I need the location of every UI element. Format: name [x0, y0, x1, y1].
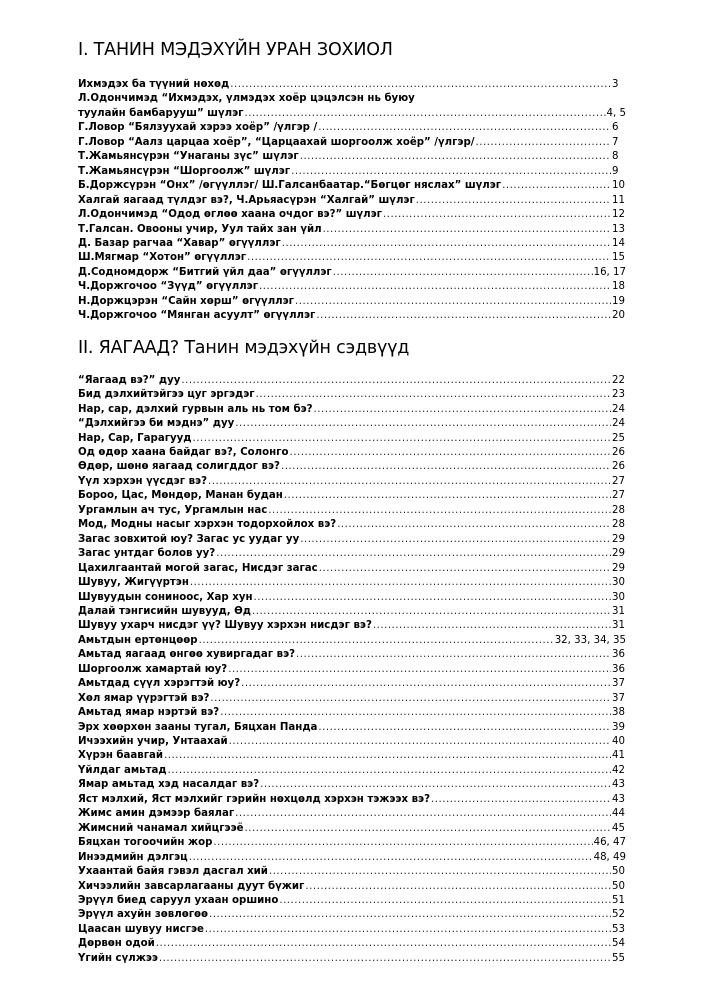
toc-entry-page: 39 [612, 721, 625, 733]
toc-entry-page: 15 [612, 252, 625, 264]
toc-entry-title: Загас зовхитой юу? Загас ус уудаг уу [78, 533, 300, 545]
dot-leader [290, 446, 612, 460]
dot-leader [164, 749, 611, 763]
toc-entry-page: 32, 33, 34, 35 [554, 634, 626, 646]
toc-entry-page: 25 [612, 432, 625, 444]
toc-entry [78, 417, 626, 431]
dot-leader [282, 237, 611, 251]
dot-leader [383, 208, 611, 222]
dot-leader [259, 280, 611, 294]
dot-leader [269, 865, 611, 879]
toc-entry-title: Т.Жамьянсүрэн “Шоргоолж” шүлэг [78, 165, 291, 177]
toc-entry [78, 648, 626, 662]
toc-entry [78, 518, 626, 532]
toc-entry [78, 735, 626, 749]
toc-entry-title: Г.Ловор “Аалз царцаа хоёр”, “Царцаахай шоргоолж хоёр” /үлгэр/ [78, 136, 475, 148]
toc-entry-title: Жимс амин дэмээр баялаг [78, 808, 235, 820]
section-1-list [78, 78, 626, 324]
toc-entry [78, 251, 626, 265]
toc-entry [78, 280, 626, 294]
toc-entry-title: Бяцхан тогоочийн жор [78, 837, 213, 849]
toc-entry-page: 19 [612, 295, 625, 307]
toc-entry-title: Дөрвөн одой [78, 938, 155, 950]
dot-leader [333, 266, 593, 280]
toc-entry-title: Ш.Мягмар “Хотон” өгүүллэг [78, 252, 247, 264]
toc-entry [78, 266, 626, 280]
toc-entry [78, 92, 626, 106]
toc-entry-title: Эрүүл биед саруул ухаан оршино [78, 895, 279, 907]
dot-leader [245, 822, 611, 836]
toc-entry [78, 793, 626, 807]
dot-leader [209, 908, 611, 922]
toc-entry [78, 663, 626, 677]
toc-entry-page: 9 [612, 165, 619, 177]
toc-entry-page: 7 [612, 136, 619, 148]
toc-entry-title: Хөл ямар үүрэгтэй вэ? [78, 692, 210, 704]
toc-entry-page: 52 [612, 909, 625, 921]
toc-entry-title: Л.Одончимэд “Одод өглөө хаана очдог вэ?” шүлэг [78, 209, 383, 221]
toc-entry-page: 13 [612, 223, 625, 235]
toc-entry-page: 31 [612, 620, 625, 632]
toc-entry-title: Л.Одончимэд “Ихмэдэх, үлмэдэх хоёр цэцэлсэн нь буюу [78, 93, 415, 105]
toc-entry [78, 749, 626, 763]
toc-entry-title: Д. Базар рагчаа “Хавар” өгүүллэг [78, 237, 281, 249]
dot-leader [235, 807, 611, 821]
toc-entry [78, 194, 626, 208]
toc-entry-page: 55 [612, 952, 625, 964]
dot-leader [256, 388, 611, 402]
dot-leader [181, 374, 611, 388]
dot-leader [416, 194, 611, 208]
toc-entry [78, 403, 626, 417]
dot-leader [296, 648, 611, 662]
dot-leader [502, 179, 611, 193]
toc-entry-page: 31 [612, 605, 625, 617]
toc-entry [78, 388, 626, 402]
toc-entry-page: 43 [612, 779, 625, 791]
toc-entry [78, 634, 626, 648]
dot-leader [318, 721, 611, 735]
toc-entry [78, 937, 626, 951]
toc-entry-page: 27 [612, 475, 625, 487]
dot-leader [323, 223, 611, 237]
toc-entry-title: туулайн бамбарууш” шүлэг [78, 107, 244, 119]
toc-entry-title: Д.Содномдорж “Битгий үйл даа” өгүүллэг [78, 266, 332, 278]
toc-entry-title: “Дэлхийгээ би мэднэ” дуу [78, 418, 235, 430]
dot-leader [229, 735, 611, 749]
toc-entry-title: Эрүүл ахуйн зөвлөгөө [78, 909, 209, 921]
toc-entry-page: 4, 5 [606, 107, 626, 119]
toc-entry [78, 446, 626, 460]
toc-entry [78, 547, 626, 561]
toc-entry [78, 591, 626, 605]
toc-entry-page: 43 [612, 793, 625, 805]
toc-entry-page: 23 [612, 389, 625, 401]
toc-entry-page: 44 [612, 808, 625, 820]
toc-entry-title: Ургамлын ач тус, Ургамлын нас [78, 504, 268, 516]
dot-leader [189, 851, 593, 865]
toc-entry-title: Халгай яагаад түлдэг вэ?, Ч.Арьяасүрэн “Халгай” шүлэг [78, 194, 415, 206]
toc-entry-page: 22 [612, 374, 625, 386]
dot-leader [475, 136, 611, 150]
toc-entry [78, 706, 626, 720]
table-of-contents [78, 36, 626, 966]
dot-leader [190, 576, 611, 590]
dot-leader [220, 706, 611, 720]
toc-entry-page: 41 [612, 750, 625, 762]
toc-entry-page: 11 [612, 194, 625, 206]
dot-leader [210, 692, 611, 706]
toc-entry [78, 619, 626, 633]
toc-entry-title: Г.Ловор “Бялзуухай хэрээ хоёр” /үлгэр / [78, 122, 318, 134]
toc-entry-title: Ухаантай байя гэвэл дасгал хий [78, 866, 268, 878]
dot-leader [305, 880, 611, 894]
dot-leader [213, 836, 592, 850]
toc-entry [78, 475, 626, 489]
toc-entry-page: 28 [612, 504, 625, 516]
toc-entry-title: Амьтдын ертөнцөөр [78, 634, 198, 646]
toc-entry [78, 309, 626, 323]
dot-leader [260, 778, 611, 792]
toc-entry-page: 26 [612, 461, 625, 473]
toc-entry-page: 30 [612, 591, 625, 603]
dot-leader [252, 605, 611, 619]
dot-leader [373, 619, 611, 633]
dot-leader [318, 121, 611, 135]
toc-entry-title: Цаасан шувуу нисгэе [78, 923, 204, 935]
toc-entry-page: 12 [612, 209, 625, 221]
toc-entry-page: 51 [612, 895, 625, 907]
dot-leader [337, 518, 611, 532]
toc-entry-title: Ихмэдэх ба түүний нөхөд [78, 79, 230, 90]
toc-entry-page: 30 [612, 577, 625, 589]
toc-entry-page: 42 [612, 764, 625, 776]
toc-entry-title: Цахилгаантай могой загас, Нисдэг загас [78, 562, 318, 574]
toc-entry [78, 908, 626, 922]
dot-leader [254, 591, 611, 605]
toc-entry-page: 53 [612, 923, 625, 935]
toc-entry [78, 237, 626, 251]
toc-entry [78, 865, 626, 879]
toc-entry-title: Т.Жамьянсүрэн “Унаганы зүс” шүлэг [78, 151, 299, 163]
toc-entry [78, 295, 626, 309]
toc-entry [78, 576, 626, 590]
toc-entry-title: Ч.Доржгочоо “Мянган асуулт” өгүүллэг [78, 310, 316, 322]
toc-entry-title: Шувуу ухарч нисдэг үү? Шувуу хэрхэн нисдэг вэ? [78, 620, 372, 632]
dot-leader [228, 663, 611, 677]
toc-entry-title: Үүл хэрхэн үүсдэг вэ? [78, 475, 207, 487]
toc-entry-title: Б.Доржсүрэн “Онх” /өгүүллэг/ Ш.Галсанбаатар.“Бөгцөг няслах” шүлэг [78, 180, 502, 192]
toc-entry [78, 504, 626, 518]
toc-entry-title: Мод, Модны насыг хэрхэн тодорхойлох вэ? [78, 519, 337, 531]
toc-entry-title: Загас унтдаг болов уу? [78, 548, 216, 560]
toc-entry-title: Амьтад яагаад өнгөө хувиргадаг вэ? [78, 649, 296, 661]
toc-entry-title: Шувуудын сониноос, Хар хун [78, 591, 253, 603]
toc-entry-page: 37 [612, 692, 625, 704]
toc-entry-page: 37 [612, 678, 625, 690]
toc-entry [78, 136, 626, 150]
toc-entry-page: 54 [612, 938, 625, 950]
toc-entry [78, 562, 626, 576]
toc-entry-page: 6 [612, 122, 619, 134]
toc-entry [78, 778, 626, 792]
toc-entry [78, 807, 626, 821]
toc-entry [78, 165, 626, 179]
toc-entry-page: 45 [612, 822, 625, 834]
toc-entry-title: Инээдмийн дэлгэц [78, 851, 188, 863]
dot-leader [247, 251, 611, 265]
toc-entry [78, 605, 626, 619]
toc-entry-page: 46, 47 [593, 837, 626, 849]
dot-leader [291, 165, 611, 179]
dot-leader [281, 460, 611, 474]
toc-entry-title: Далай тэнгисийн шувууд, Өд [78, 605, 252, 617]
dot-leader [199, 634, 554, 648]
dot-leader [230, 78, 611, 92]
toc-entry-page: 50 [612, 866, 625, 878]
toc-entry [78, 179, 626, 193]
toc-entry-title: Бид дэлхийтэйгээ цуг эргэдэг [78, 389, 255, 401]
section-2-heading: II. ЯАГААД? Танин мэдэхүйн сэдвүүд [78, 337, 410, 358]
dot-leader [156, 937, 611, 951]
toc-entry-page: 40 [612, 736, 625, 748]
toc-entry-page: 20 [612, 310, 625, 322]
toc-entry [78, 721, 626, 735]
toc-entry [78, 952, 626, 966]
toc-entry-page: 29 [612, 533, 625, 545]
toc-entry-title: Эрх хөөрхөн зааны тугал, Бяцхан Панда [78, 721, 318, 733]
toc-entry-title: “Яагаад вэ?” дуу [78, 374, 181, 386]
toc-entry-page: 29 [612, 548, 625, 560]
toc-entry-title: Ичээхийн учир, Унтаахай [78, 736, 228, 748]
toc-entry-title: Ямар амьтад хэд насалдаг вэ? [78, 779, 260, 791]
toc-entry-title: Өдөр, шөнө яагаад солигддог вэ? [78, 461, 280, 473]
toc-entry-page: 27 [612, 490, 625, 502]
toc-entry-page: 38 [612, 707, 625, 719]
dot-leader [159, 952, 611, 966]
toc-entry [78, 764, 626, 778]
toc-entry-title: Нар, сар, дэлхий гурвын аль нь том бэ? [78, 403, 313, 415]
toc-entry-title: Яст мэлхий, Яст мэлхийг гэрийн нөхцөлд хэрхэн тэжээх вэ? [78, 793, 430, 805]
dot-leader [241, 677, 611, 691]
dot-leader [300, 150, 611, 164]
toc-entry [78, 894, 626, 908]
toc-entry-title: Жимсний чанамал хийцгээё [78, 822, 244, 834]
toc-entry-page: 24 [612, 418, 625, 430]
toc-entry-title: Үйлдаг амьтад [78, 764, 167, 776]
dot-leader [319, 562, 611, 576]
toc-entry-title: Т.Галсан. Овооны учир, Уул тайх зан үйл [78, 223, 322, 235]
toc-entry [78, 851, 626, 865]
toc-entry [78, 836, 626, 850]
toc-entry [78, 677, 626, 691]
toc-entry-title: Амьтдад сүүл хэрэгтэй юу? [78, 678, 241, 690]
dot-leader [300, 533, 611, 547]
toc-entry [78, 489, 626, 503]
toc-entry-page: 48, 49 [593, 851, 626, 863]
section-2-list [78, 374, 626, 967]
toc-entry-page: 18 [612, 281, 625, 293]
toc-entry-page: 8 [612, 151, 619, 163]
dot-leader [431, 793, 611, 807]
toc-entry [78, 533, 626, 547]
dot-leader [193, 432, 611, 446]
toc-entry-page: 28 [612, 519, 625, 531]
toc-entry-title: Хүрэн баавгай [78, 750, 164, 762]
dot-leader [168, 764, 611, 778]
toc-entry [78, 208, 626, 222]
dot-leader [295, 295, 611, 309]
toc-entry-title: Шоргоолж хамартай юу? [78, 663, 228, 675]
toc-entry [78, 107, 626, 121]
toc-entry-title: Үгийн сүлжээ [78, 952, 158, 964]
toc-entry [78, 374, 626, 388]
dot-leader [208, 475, 611, 489]
toc-entry-page: 36 [612, 663, 625, 675]
toc-entry [78, 822, 626, 836]
toc-entry-page: 16, 17 [593, 266, 626, 278]
dot-leader [316, 309, 611, 323]
toc-entry-page: 24 [612, 403, 625, 415]
toc-entry-title: Хичээлийн завсарлагааны дуут бүжиг [78, 880, 305, 892]
dot-leader [235, 417, 611, 431]
toc-entry [78, 923, 626, 937]
toc-entry-title: Од өдөр хаана байдаг вэ?, Солонго [78, 446, 289, 458]
dot-leader [205, 923, 611, 937]
toc-entry-title: Бороо, Цас, Мөндөр, Манан будан [78, 490, 283, 502]
toc-entry-page: 14 [612, 237, 625, 249]
dot-leader [279, 894, 611, 908]
toc-entry-title: Амьтад ямар нэртэй вэ? [78, 707, 220, 719]
toc-entry [78, 78, 626, 92]
dot-leader [314, 403, 611, 417]
toc-entry-title: Ч.Доржгочоо “Зүүд” өгүүллэг [78, 281, 259, 293]
section-1-heading: I. ТАНИН МЭДЭХҮЙН УРАН ЗОХИОЛ [78, 40, 393, 60]
dot-leader [216, 547, 611, 561]
toc-entry-page: 3 [612, 79, 619, 90]
toc-entry-title: Н.Доржцэрэн “Сайн хөрш” өгүүллэг [78, 295, 294, 307]
dot-leader [268, 504, 611, 518]
toc-entry-page: 29 [612, 562, 625, 574]
dot-leader [284, 489, 611, 503]
dot-leader [244, 107, 605, 121]
toc-entry-page: 50 [612, 880, 625, 892]
toc-entry [78, 880, 626, 894]
toc-entry-title: Нар, Сар, Гарагууд [78, 432, 192, 444]
toc-entry-page: 26 [612, 446, 625, 458]
toc-entry [78, 692, 626, 706]
toc-entry [78, 121, 626, 135]
toc-entry-title: Шувуу, Жигүүртэн [78, 577, 189, 589]
toc-entry [78, 460, 626, 474]
toc-entry [78, 223, 626, 237]
toc-entry-page: 10 [612, 180, 625, 192]
toc-entry [78, 432, 626, 446]
toc-entry-page: 36 [612, 649, 625, 661]
toc-entry [78, 150, 626, 164]
